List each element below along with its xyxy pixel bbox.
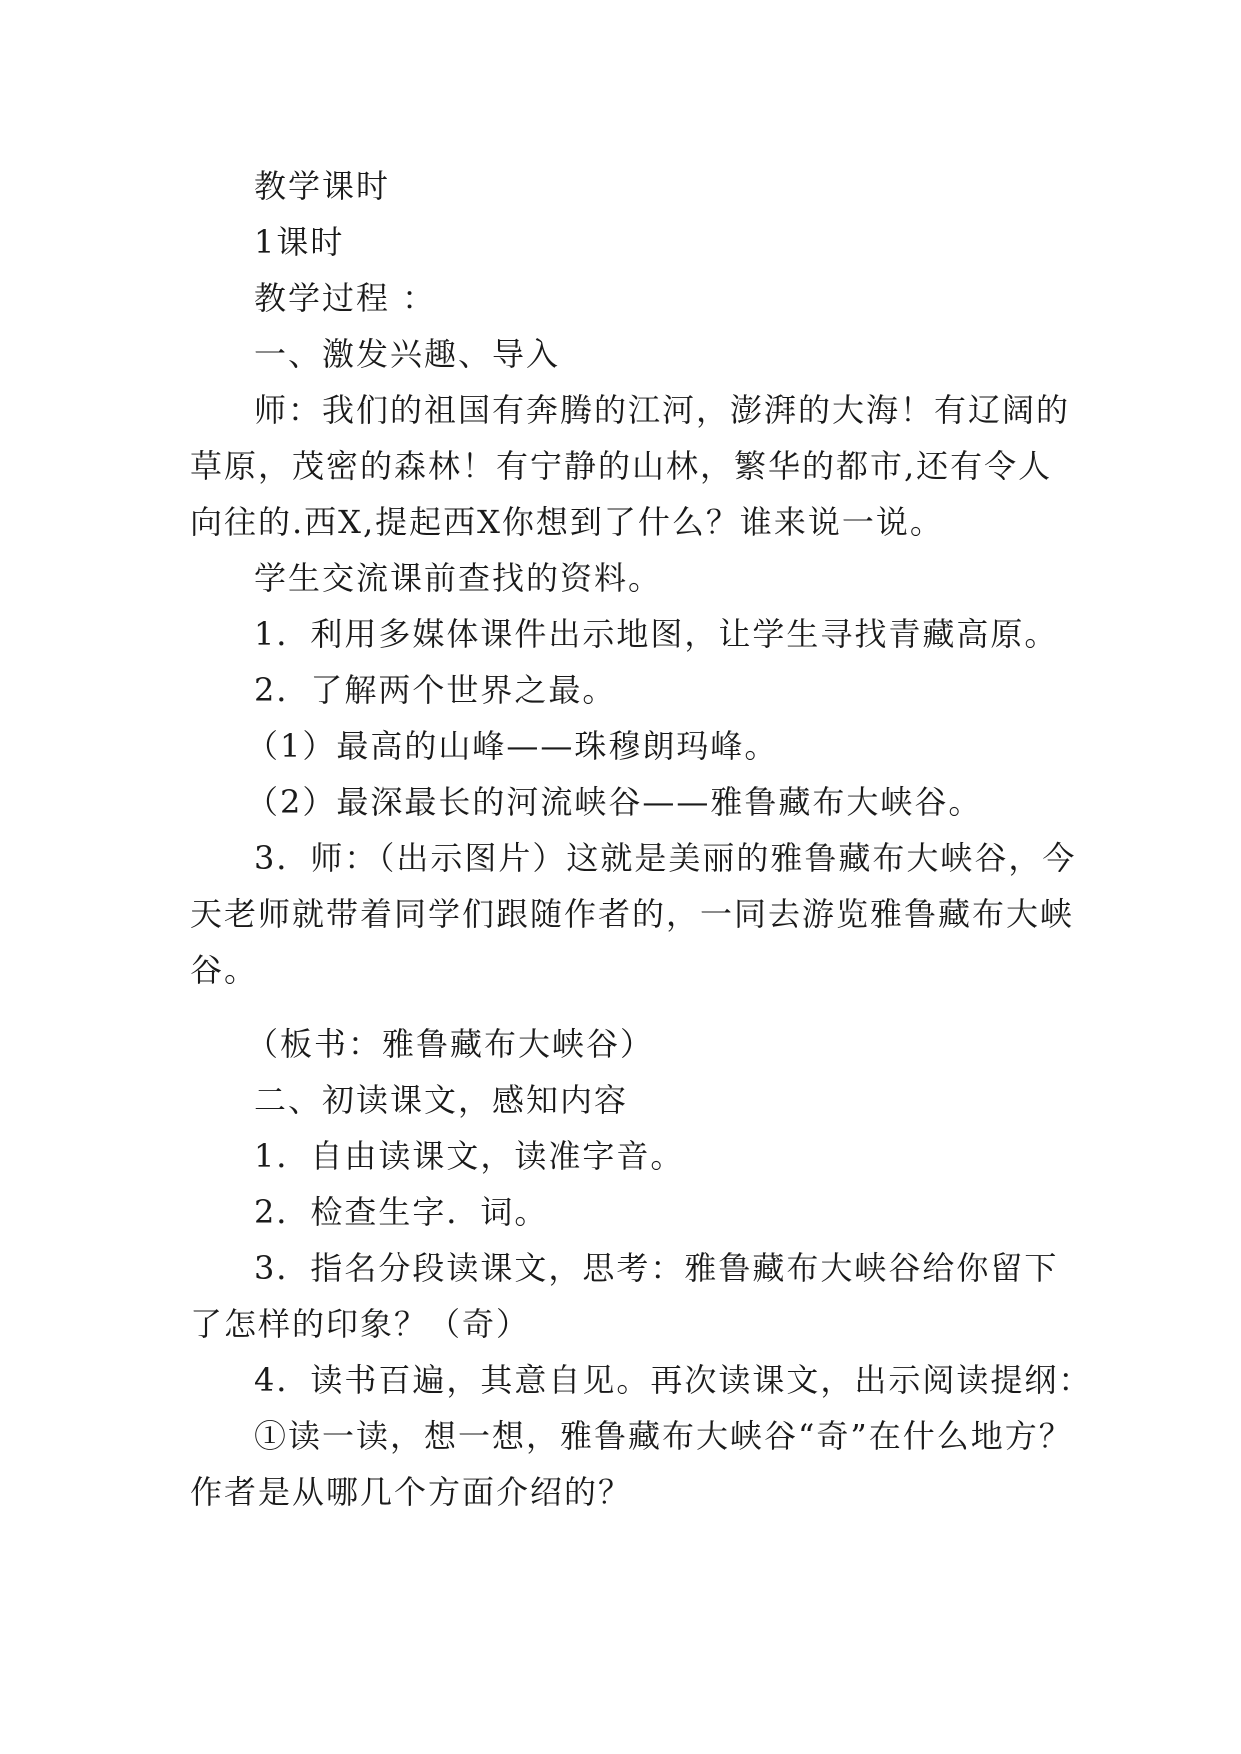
step-2-item-b: （2）最深最长的河流峡谷——雅鲁藏布大峡谷。 <box>246 783 983 821</box>
section-2-title: 二、初读课文，感知内容 <box>254 1081 629 1119</box>
step-3-line-3: 谷。 <box>190 951 259 989</box>
read-step-3-line-2: 了怎样的印象？（奇） <box>190 1305 531 1343</box>
teacher-intro-paragraph <box>190 382 1071 550</box>
step-1-paragraph: 1．利用多媒体课件出示地图，让学生寻找青藏高原。 <box>254 615 1059 653</box>
teacher-intro-line-2: 草原，茂密的森林！有宁静的山林，繁华的都市,还有令人 <box>190 447 1053 485</box>
outline-item-1 <box>190 1408 1073 1520</box>
step-2-paragraph: 2．了解两个世界之最。 <box>254 671 617 709</box>
step-3-line-1: 3．师：（出示图片）这就是美丽的雅鲁藏布大峡谷，今 <box>254 839 1077 877</box>
section-1-title: 一、激发兴趣、导入 <box>254 335 561 373</box>
outline-item-1-line-2: 作者是从哪几个方面介绍的？ <box>190 1473 633 1511</box>
teacher-intro-line-1: 师：我们的祖国有奔腾的江河，澎湃的大海！有辽阔的 <box>254 391 1071 429</box>
read-step-2: 2．检查生字．词。 <box>254 1193 549 1231</box>
step-3-paragraph <box>190 830 1077 998</box>
read-step-3-line-1: 3．指名分段读课文，思考：雅鲁藏布大峡谷给你留下 <box>254 1249 1059 1287</box>
read-step-3 <box>190 1240 1059 1352</box>
student-exchange-paragraph: 学生交流课前查找的资料。 <box>254 559 663 597</box>
heading-teaching-process: 教学过程 ： <box>254 279 437 317</box>
teaching-hours-value: 1课时 <box>254 223 345 261</box>
document-body <box>190 158 1093 1520</box>
read-step-1: 1．自由读课文，读准字音。 <box>254 1137 685 1175</box>
heading-teaching-hours: 教学课时 <box>254 167 391 205</box>
spacer <box>190 998 1050 1016</box>
step-3-line-2: 天老师就带着同学们跟随作者的，一同去游览雅鲁藏布大峡 <box>190 895 1075 933</box>
outline-item-1-line-1: ①读一读，想一想，雅鲁藏布大峡谷“奇”在什么地方？ <box>254 1417 1073 1455</box>
read-step-4: 4．读书百遍，其意自见。再次读课文，出示阅读提纲： <box>254 1361 1093 1399</box>
board-note: （板书：雅鲁藏布大峡谷） <box>246 1025 655 1063</box>
step-2-item-a: （1）最高的山峰——珠穆朗玛峰。 <box>246 727 779 765</box>
teacher-intro-line-3: 向往的.西X,提起西X你想到了什么？谁来说一说。 <box>190 503 944 541</box>
